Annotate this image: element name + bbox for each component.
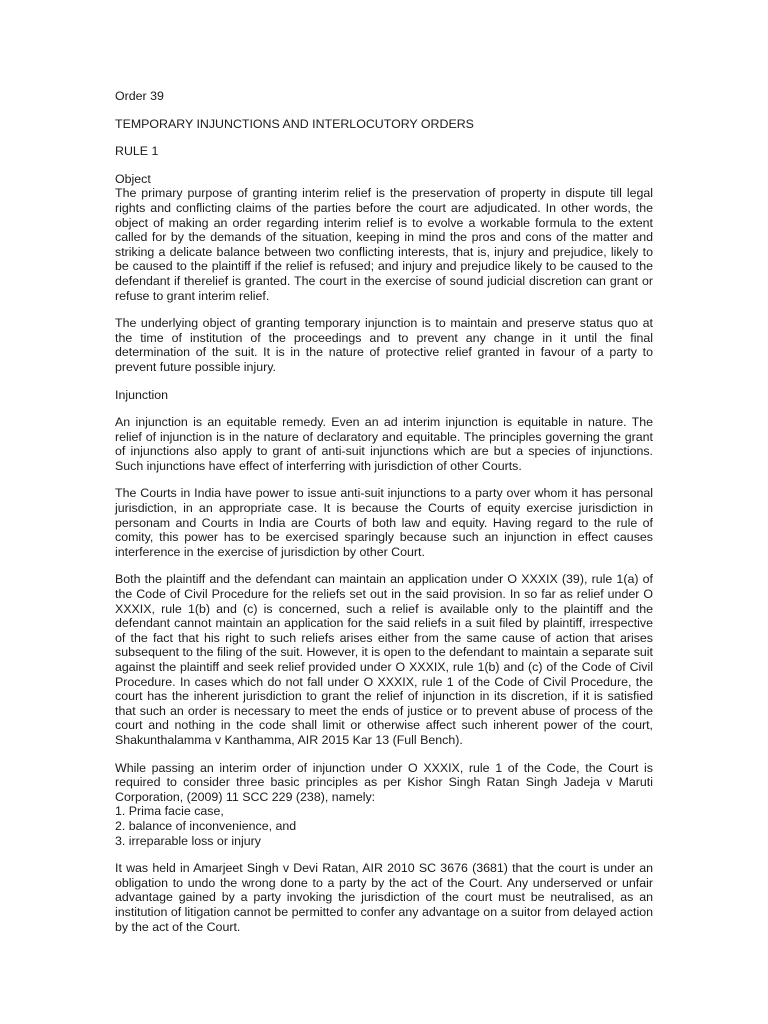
object-paragraph: The primary purpose of granting interim relief is the preservation of property in dispute till legal rights and conflicting claims of the parties before the court are adjudicated. In other words, the object of making an order regarding interim relief is to evolve a workable formula to the extent called for by the demands of the situation, keeping in mind the pros and cons of the matter and striking a delicate balance between two conflicting interests, that is, injury and prejudice, likely to be caused to the plaintiff if the relief is refused; and injury and prejudice likely to be caused to the defendant if therelief is granted. The court in the exercise of sound judicial discretion can grant or refuse to grant interim relief. xyxy=(115,186,653,303)
order-label: Order 39 xyxy=(115,89,164,103)
plaintiff-defendant-paragraph: Both the plaintiff and the defendant can maintain an application under O XXXIX (39), rule 1(a) of the Code of Civil Procedure for the reliefs set out in the said provision. In so far as relief under O XXXIX, rule 1(b) and (c) is concerned, such a relief is available only to the plaintiff and the defendant cannot maintain an application for the said reliefs in a suit filed by plaintiff, irrespective of the fact that his right to such reliefs arises either from the same cause of action that arises subsequent to the filing of the suit. However, it is open to the defendant to maintain a separate suit against the plaintiff and seek relief provided under O XXXIX, rule 1(b) and (c) of the Code of Civil Procedure. In cases which do not fall under O XXXIX, rule 1 of the Code of Civil Procedure, the court has the inherent jurisdiction to grant the relief of injunction in its discretion, if it is satisfied that such an order is necessary to meet the ends of justice or to prevent abuse of process of the court and nothing in the code shall limit or otherwise affect such inherent power of the court, Shakunthalamma v Kanthamma, AIR 2015 Kar 13 (Full Bench). xyxy=(115,572,653,747)
object-heading: Object xyxy=(115,171,151,186)
principle-item: 1. Prima facie case, xyxy=(115,804,224,819)
injunction-paragraph: An injunction is an equitable remedy. Even an ad interim injunction is equitable in nature. The relief of injunction is in the nature of declaratory and equitable. The principles governing the grant of injunctions also apply to grant of anti-suit injunctions which are but a species of injunctions. Such injunctions have effect of interferring with jurisdiction of other Courts. xyxy=(115,415,653,473)
underlying-object-paragraph: The underlying object of granting temporary injunction is to maintain and preserve status quo at the time of institution of the proceedings and to prevent any change in it until the final determination of the suit. It is in the nature of protective relief granted in favour of a party to prevent future possible injury. xyxy=(115,316,653,374)
document-title: TEMPORARY INJUNCTIONS AND INTERLOCUTORY ORDERS xyxy=(115,116,474,131)
principles-list xyxy=(115,804,653,848)
interim-order-paragraph: While passing an interim order of injunction under O XXXIX, rule 1 of the Code, the Court is required to consider three basic principles as per Kishor Singh Ratan Singh Jadeja v Maruti Corporation, (2009) 11 SCC 229 (238), namely: xyxy=(115,760,653,804)
principle-item: 3. irreparable loss or injury xyxy=(115,833,261,848)
injunction-heading: Injunction xyxy=(115,387,169,402)
principle-item: 2. balance of inconvenience, and xyxy=(115,818,297,833)
amarjeet-paragraph: It was held in Amarjeet Singh v Devi Ratan, AIR 2010 SC 3676 (3681) that the court is under an obligation to undo the wrong done to a party by the act of the Court. Any underserved or unfair advantage gained by a party invoking the jurisdiction of the court must be neutralised, as an institution of litigation cannot be permitted to confer any advantage on a suitor from delayed action by the act of the Court. xyxy=(115,861,653,934)
rule-label: RULE 1 xyxy=(115,144,159,159)
courts-in-india-paragraph: The Courts in India have power to issue anti-suit injunctions to a party over whom it has personal jurisdiction, in an appropriate case. It is because the Courts of equity exercise jurisdiction in personam and Courts in India are Courts of both law and equity. Having regard to the rule of comity, this power has to be exercised sparingly because such an injunction in effect causes interference in the exercise of jurisdiction by other Court. xyxy=(115,486,653,559)
